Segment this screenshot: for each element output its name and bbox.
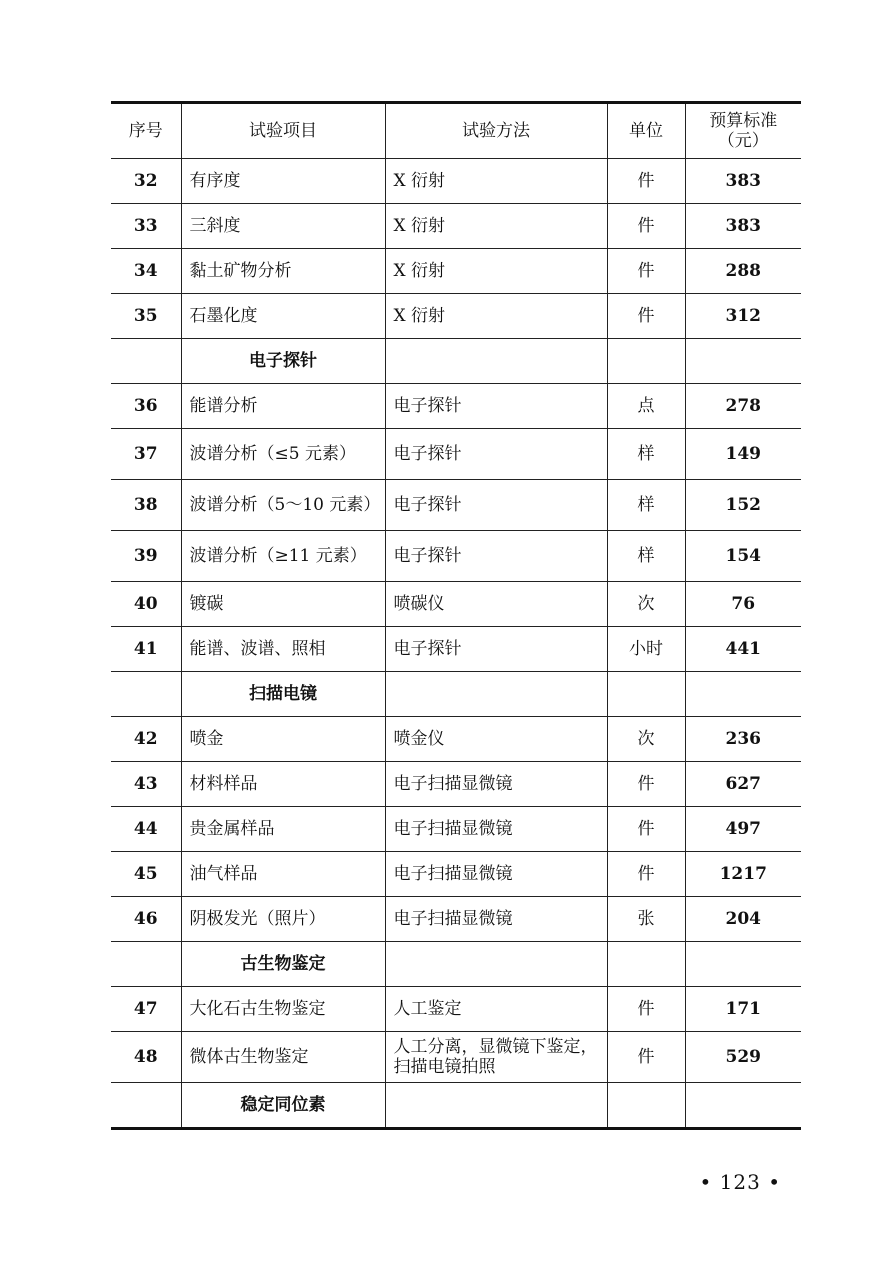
cell-unit: 件 (607, 807, 685, 852)
section-price-cell (685, 339, 801, 384)
table-row (111, 249, 801, 294)
cell-item: 微体古生物鉴定 (181, 1032, 385, 1083)
cell-method: 电子扫描显微镜 (385, 807, 607, 852)
section-method-cell (385, 942, 607, 987)
cell-unit: 件 (607, 762, 685, 807)
table-row (111, 807, 801, 852)
table-row (111, 852, 801, 897)
cell-no: 48 (111, 1032, 181, 1083)
cell-price: 627 (685, 762, 801, 807)
cell-price: 383 (685, 204, 801, 249)
cell-unit: 次 (607, 717, 685, 762)
cell-item: 材料样品 (181, 762, 385, 807)
cell-unit: 次 (607, 582, 685, 627)
cell-unit: 件 (607, 1032, 685, 1083)
cell-no: 33 (111, 204, 181, 249)
cell-item: 波谱分析（5～10 元素） (181, 480, 385, 531)
cell-price: 497 (685, 807, 801, 852)
cell-no: 46 (111, 897, 181, 942)
table-row (111, 1032, 801, 1083)
cell-no: 43 (111, 762, 181, 807)
cell-no: 40 (111, 582, 181, 627)
cell-unit: 件 (607, 159, 685, 204)
table-body (111, 159, 801, 1129)
budget-table (111, 101, 801, 1130)
cell-price: 288 (685, 249, 801, 294)
cell-item: 喷金 (181, 717, 385, 762)
cell-method: 电子探针 (385, 384, 607, 429)
section-no-cell (111, 942, 181, 987)
cell-price: 76 (685, 582, 801, 627)
cell-price: 204 (685, 897, 801, 942)
cell-unit: 点 (607, 384, 685, 429)
cell-method: 喷金仪 (385, 717, 607, 762)
table-row (111, 294, 801, 339)
section-no-cell (111, 672, 181, 717)
section-no-cell (111, 339, 181, 384)
cell-no: 45 (111, 852, 181, 897)
header-unit: 单位 (607, 103, 685, 159)
cell-method: X 衍射 (385, 249, 607, 294)
section-no-cell (111, 1083, 181, 1129)
cell-item: 贵金属样品 (181, 807, 385, 852)
header-item: 试验项目 (181, 103, 385, 159)
cell-item: 黏土矿物分析 (181, 249, 385, 294)
cell-price: 383 (685, 159, 801, 204)
cell-unit: 样 (607, 480, 685, 531)
cell-price: 441 (685, 627, 801, 672)
cell-item: 三斜度 (181, 204, 385, 249)
section-title: 扫描电镜 (181, 672, 385, 717)
table-row (111, 582, 801, 627)
section-row (111, 339, 801, 384)
cell-no: 37 (111, 429, 181, 480)
cell-price: 149 (685, 429, 801, 480)
cell-no: 41 (111, 627, 181, 672)
cell-item: 镀碳 (181, 582, 385, 627)
cell-price: 152 (685, 480, 801, 531)
cell-method: X 衍射 (385, 204, 607, 249)
cell-price: 529 (685, 1032, 801, 1083)
section-row (111, 942, 801, 987)
cell-method: 电子扫描显微镜 (385, 897, 607, 942)
section-row (111, 672, 801, 717)
table-row (111, 531, 801, 582)
cell-price: 236 (685, 717, 801, 762)
table-row (111, 762, 801, 807)
cell-no: 39 (111, 531, 181, 582)
cell-method: X 衍射 (385, 294, 607, 339)
section-title: 古生物鉴定 (181, 942, 385, 987)
cell-price: 154 (685, 531, 801, 582)
section-method-cell (385, 672, 607, 717)
cell-method: 电子探针 (385, 429, 607, 480)
cell-method: 电子探针 (385, 531, 607, 582)
cell-unit: 件 (607, 249, 685, 294)
cell-no: 35 (111, 294, 181, 339)
cell-item: 阴极发光（照片） (181, 897, 385, 942)
cell-no: 34 (111, 249, 181, 294)
table-row (111, 384, 801, 429)
cell-unit: 件 (607, 294, 685, 339)
table-header-row (111, 103, 801, 159)
section-unit-cell (607, 1083, 685, 1129)
cell-method: 人工鉴定 (385, 987, 607, 1032)
table-row (111, 204, 801, 249)
table-row (111, 627, 801, 672)
cell-item: 波谱分析（≥11 元素） (181, 531, 385, 582)
cell-item: 能谱、波谱、照相 (181, 627, 385, 672)
header-price (685, 103, 801, 159)
table-row (111, 717, 801, 762)
table-row (111, 159, 801, 204)
cell-method: 电子扫描显微镜 (385, 762, 607, 807)
cell-method: 电子探针 (385, 627, 607, 672)
cell-unit: 小时 (607, 627, 685, 672)
cell-method: 电子探针 (385, 480, 607, 531)
section-unit-cell (607, 339, 685, 384)
cell-price: 1217 (685, 852, 801, 897)
cell-price: 278 (685, 384, 801, 429)
header-price-line2: （元） (717, 131, 769, 151)
cell-price: 312 (685, 294, 801, 339)
header-no: 序号 (111, 103, 181, 159)
section-title: 电子探针 (181, 339, 385, 384)
table-row (111, 897, 801, 942)
section-price-cell (685, 672, 801, 717)
page-number: • 123 • (699, 1170, 781, 1194)
cell-item: 波谱分析（≤5 元素） (181, 429, 385, 480)
table-row (111, 429, 801, 480)
section-unit-cell (607, 672, 685, 717)
cell-unit: 张 (607, 897, 685, 942)
cell-unit: 样 (607, 531, 685, 582)
cell-price: 171 (685, 987, 801, 1032)
section-method-cell (385, 1083, 607, 1129)
cell-item: 大化石古生物鉴定 (181, 987, 385, 1032)
table-row (111, 480, 801, 531)
section-title: 稳定同位素 (181, 1083, 385, 1129)
section-method-cell (385, 339, 607, 384)
cell-method: 喷碳仪 (385, 582, 607, 627)
cell-method: X 衍射 (385, 159, 607, 204)
section-price-cell (685, 942, 801, 987)
cell-item: 油气样品 (181, 852, 385, 897)
cell-method: 人工分离，显微镜下鉴定，扫描电镜拍照 (385, 1032, 607, 1083)
section-row (111, 1083, 801, 1129)
cell-no: 36 (111, 384, 181, 429)
cell-unit: 件 (607, 852, 685, 897)
cell-item: 能谱分析 (181, 384, 385, 429)
cell-item: 有序度 (181, 159, 385, 204)
section-unit-cell (607, 942, 685, 987)
cell-unit: 件 (607, 987, 685, 1032)
cell-method: 电子扫描显微镜 (385, 852, 607, 897)
cell-no: 38 (111, 480, 181, 531)
cell-no: 42 (111, 717, 181, 762)
cell-unit: 样 (607, 429, 685, 480)
cell-item: 石墨化度 (181, 294, 385, 339)
cell-no: 47 (111, 987, 181, 1032)
cell-no: 32 (111, 159, 181, 204)
table-row (111, 987, 801, 1032)
cell-no: 44 (111, 807, 181, 852)
cell-unit: 件 (607, 204, 685, 249)
header-price-line1: 预算标准 (709, 111, 778, 131)
header-method: 试验方法 (385, 103, 607, 159)
section-price-cell (685, 1083, 801, 1129)
